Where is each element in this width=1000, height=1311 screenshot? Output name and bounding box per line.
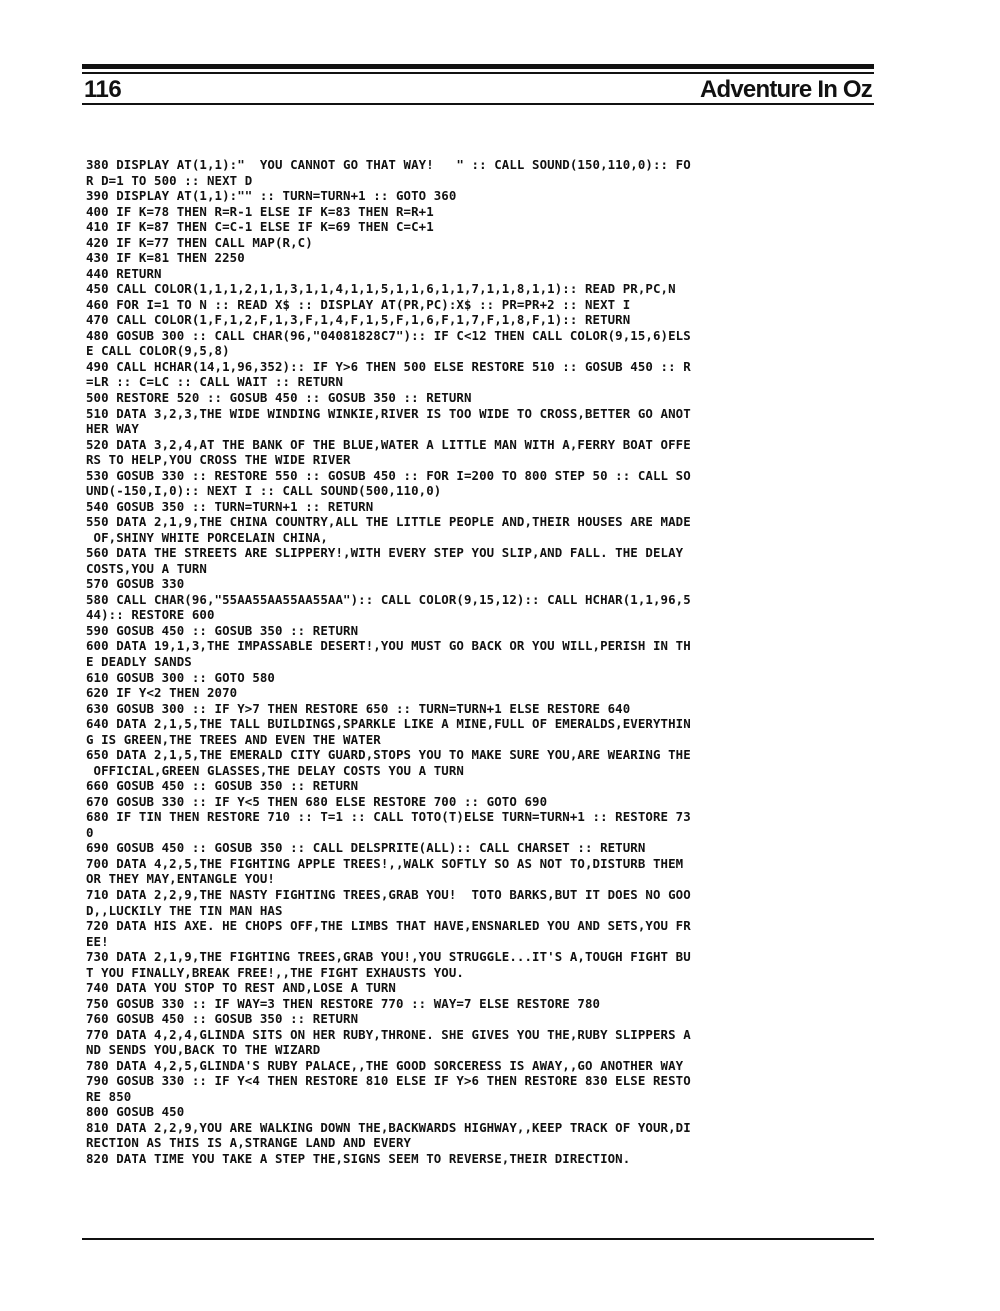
header-rule-thick [82,64,874,69]
code-line: E CALL COLOR(9,5,8) [86,343,230,359]
code-line: 530 GOSUB 330 :: RESTORE 550 :: GOSUB 450 :: FOR I=200 TO 800 STEP 50 :: CALL SO [86,467,691,483]
code-line: 650 DATA 2,1,5,THE EMERALD CITY GUARD,STOPS YOU TO MAKE SURE YOU,ARE WEARING THE [86,747,691,763]
code-line: 480 GOSUB 300 :: CALL CHAR(96,"04081828C7"):: IF C<12 THEN CALL COLOR(9,15,6)ELS [86,327,691,343]
code-line: 670 GOSUB 330 :: IF Y<5 THEN 680 ELSE RESTORE 700 :: GOTO 690 [86,793,548,809]
code-line: 580 CALL CHAR(96,"55AA55AA55AA55AA"):: CALL COLOR(9,15,12):: CALL HCHAR(1,1,96,5 [86,591,691,607]
code-line: 590 GOSUB 450 :: GOSUB 350 :: RETURN [86,622,359,638]
header-underline [82,103,874,105]
code-line: RECTION AS THIS IS A,STRANGE LAND AND EVERY [86,1135,412,1151]
code-line: 390 DISPLAY AT(1,1):"" :: TURN=TURN+1 :: GOTO 360 [86,188,457,204]
page-header [82,74,874,104]
code-line: 660 GOSUB 450 :: GOSUB 350 :: RETURN [86,778,359,794]
code-line: 750 GOSUB 330 :: IF WAY=3 THEN RESTORE 770 :: WAY=7 ELSE RESTORE 780 [86,995,601,1011]
code-line: 810 DATA 2,2,9,YOU ARE WALKING DOWN THE,BACKWARDS HIGHWAY,,KEEP TRACK OF YOUR,DI [86,1119,691,1135]
code-line: 490 CALL HCHAR(14,1,96,352):: IF Y>6 THEN 500 ELSE RESTORE 510 :: GOSUB 450 :: R [86,358,691,374]
code-line: R D=1 TO 500 :: NEXT D [86,172,253,188]
code-line: RE 850 [86,1088,132,1104]
code-line: 0 [86,824,94,840]
code-line: 380 DISPLAY AT(1,1):" YOU CANNOT GO THAT WAY! " :: CALL SOUND(150,110,0):: FO [86,157,691,172]
code-line: 720 DATA HIS AXE. HE CHOPS OFF,THE LIMBS THAT HAVE,ENSNARLED YOU AND SETS,YOU FR [86,918,691,934]
code-line: 560 DATA THE STREETS ARE SLIPPERY!,WITH EVERY STEP YOU SLIP,AND FALL. THE DELAY [86,545,684,561]
code-line: 470 CALL COLOR(1,F,1,2,F,1,3,F,1,4,F,1,5,F,1,6,F,1,7,F,1,8,F,1):: RETURN [86,312,631,328]
code-line: 820 DATA TIME YOU TAKE A STEP THE,SIGNS SEEM TO REVERSE,THEIR DIRECTION. [86,1151,631,1166]
code-line: OR THEY MAY,ENTANGLE YOU! [86,871,275,887]
code-line: 630 GOSUB 300 :: IF Y>7 THEN RESTORE 650 :: TURN=TURN+1 ELSE RESTORE 640 [86,700,631,716]
code-line: 430 IF K=81 THEN 2250 [86,250,245,266]
code-line: 600 DATA 19,1,3,THE IMPASSABLE DESERT!,YOU MUST GO BACK OR YOU WILL,PERISH IN TH [86,638,691,654]
code-line: 510 DATA 3,2,3,THE WIDE WINDING WINKIE,RIVER IS TOO WIDE TO CROSS,BETTER GO ANOT [86,405,691,421]
code-line: E DEADLY SANDS [86,654,192,669]
code-line: RS TO HELP,YOU CROSS THE WIDE RIVER [86,452,351,468]
code-line: 440 RETURN [86,265,162,281]
code-line: 800 GOSUB 450 [86,1104,185,1120]
code-line: 44):: RESTORE 600 [86,607,215,623]
code-line: OF,SHINY WHITE PORCELAIN CHINA, [86,529,328,545]
code-line: =LR :: C=LC :: CALL WAIT :: RETURN [86,374,344,390]
code-line: EE! [86,933,109,949]
code-line: 760 GOSUB 450 :: GOSUB 350 :: RETURN [86,1011,359,1027]
code-line: OFFICIAL,GREEN GLASSES,THE DELAY COSTS YOU A TURN [86,762,464,778]
code-line: 460 FOR I=1 TO N :: READ X$ :: DISPLAY AT(PR,PC):X$ :: PR=PR+2 :: NEXT I [86,296,631,312]
code-line: 770 DATA 4,2,4,GLINDA SITS ON HER RUBY,THRONE. SHE GIVES YOU THE,RUBY SLIPPERS A [86,1026,691,1042]
code-line: 640 DATA 2,1,5,THE TALL BUILDINGS,SPARKLE LIKE A MINE,FULL OF EMERALDS,EVERYTHIN [86,716,691,732]
code-line: 680 IF TIN THEN RESTORE 710 :: T=1 :: CALL TOTO(T)ELSE TURN=TURN+1 :: RESTORE 73 [86,809,691,825]
code-line: 400 IF K=78 THEN R=R-1 ELSE IF K=83 THEN R=R+1 [86,203,434,219]
code-line: 620 IF Y<2 THEN 2070 [86,685,238,701]
code-line: 420 IF K=77 THEN CALL MAP(R,C) [86,234,313,250]
code-line: 540 GOSUB 350 :: TURN=TURN+1 :: RETURN [86,498,374,514]
code-line: 500 RESTORE 520 :: GOSUB 450 :: GOSUB 350 :: RETURN [86,389,472,405]
footer-rule [82,1238,874,1240]
program-listing [86,157,876,1167]
code-line: D,,LUCKILY THE TIN MAN HAS [86,902,283,918]
code-line: 730 DATA 2,1,9,THE FIGHTING TREES,GRAB YOU!,YOU STRUGGLE...IT'S A,TOUGH FIGHT BU [86,949,691,965]
code-line: 710 DATA 2,2,9,THE NASTY FIGHTING TREES,GRAB YOU! TOTO BARKS,BUT IT DOES NO GOO [86,886,691,902]
code-line: UND(-150,I,0):: NEXT I :: CALL SOUND(500,110,0) [86,483,442,499]
code-line: 570 GOSUB 330 [86,576,185,592]
code-line: T YOU FINALLY,BREAK FREE!,,THE FIGHT EXHAUSTS YOU. [86,964,464,980]
code-line: 450 CALL COLOR(1,1,1,2,1,1,3,1,1,4,1,1,5,1,1,6,1,1,7,1,1,8,1,1):: READ PR,PC,N [86,281,676,297]
code-line: COSTS,YOU A TURN [86,560,207,576]
code-line: 790 GOSUB 330 :: IF Y<4 THEN RESTORE 810 ELSE IF Y>6 THEN RESTORE 830 ELSE RESTO [86,1073,691,1089]
code-line: 520 DATA 3,2,4,AT THE BANK OF THE BLUE,WATER A LITTLE MAN WITH A,FERRY BOAT OFFE [86,436,691,452]
code-line: ND SENDS YOU,BACK TO THE WIZARD [86,1042,321,1058]
code-line: 700 DATA 4,2,5,THE FIGHTING APPLE TREES!,,WALK SOFTLY SO AS NOT TO,DISTURB THEM [86,855,684,871]
running-title: Adventure In Oz [699,76,872,103]
code-line: 550 DATA 2,1,9,THE CHINA COUNTRY,ALL THE LITTLE PEOPLE AND,THEIR HOUSES ARE MADE [86,514,691,530]
code-line: 780 DATA 4,2,5,GLINDA'S RUBY PALACE,,THE GOOD SORCERESS IS AWAY,,GO ANOTHER WAY [86,1057,684,1073]
code-line: 690 GOSUB 450 :: GOSUB 350 :: CALL DELSPRITE(ALL):: CALL CHARSET :: RETURN [86,840,646,856]
code-line: 610 GOSUB 300 :: GOTO 580 [86,669,275,685]
code-line: 410 IF K=87 THEN C=C-1 ELSE IF K=69 THEN C=C+1 [86,219,434,235]
code-line: HER WAY [86,421,139,437]
code-line: G IS GREEN,THE TREES AND EVEN THE WATER [86,731,381,747]
code-line: 740 DATA YOU STOP TO REST AND,LOSE A TURN [86,980,396,996]
page-number: 116 [84,76,122,103]
